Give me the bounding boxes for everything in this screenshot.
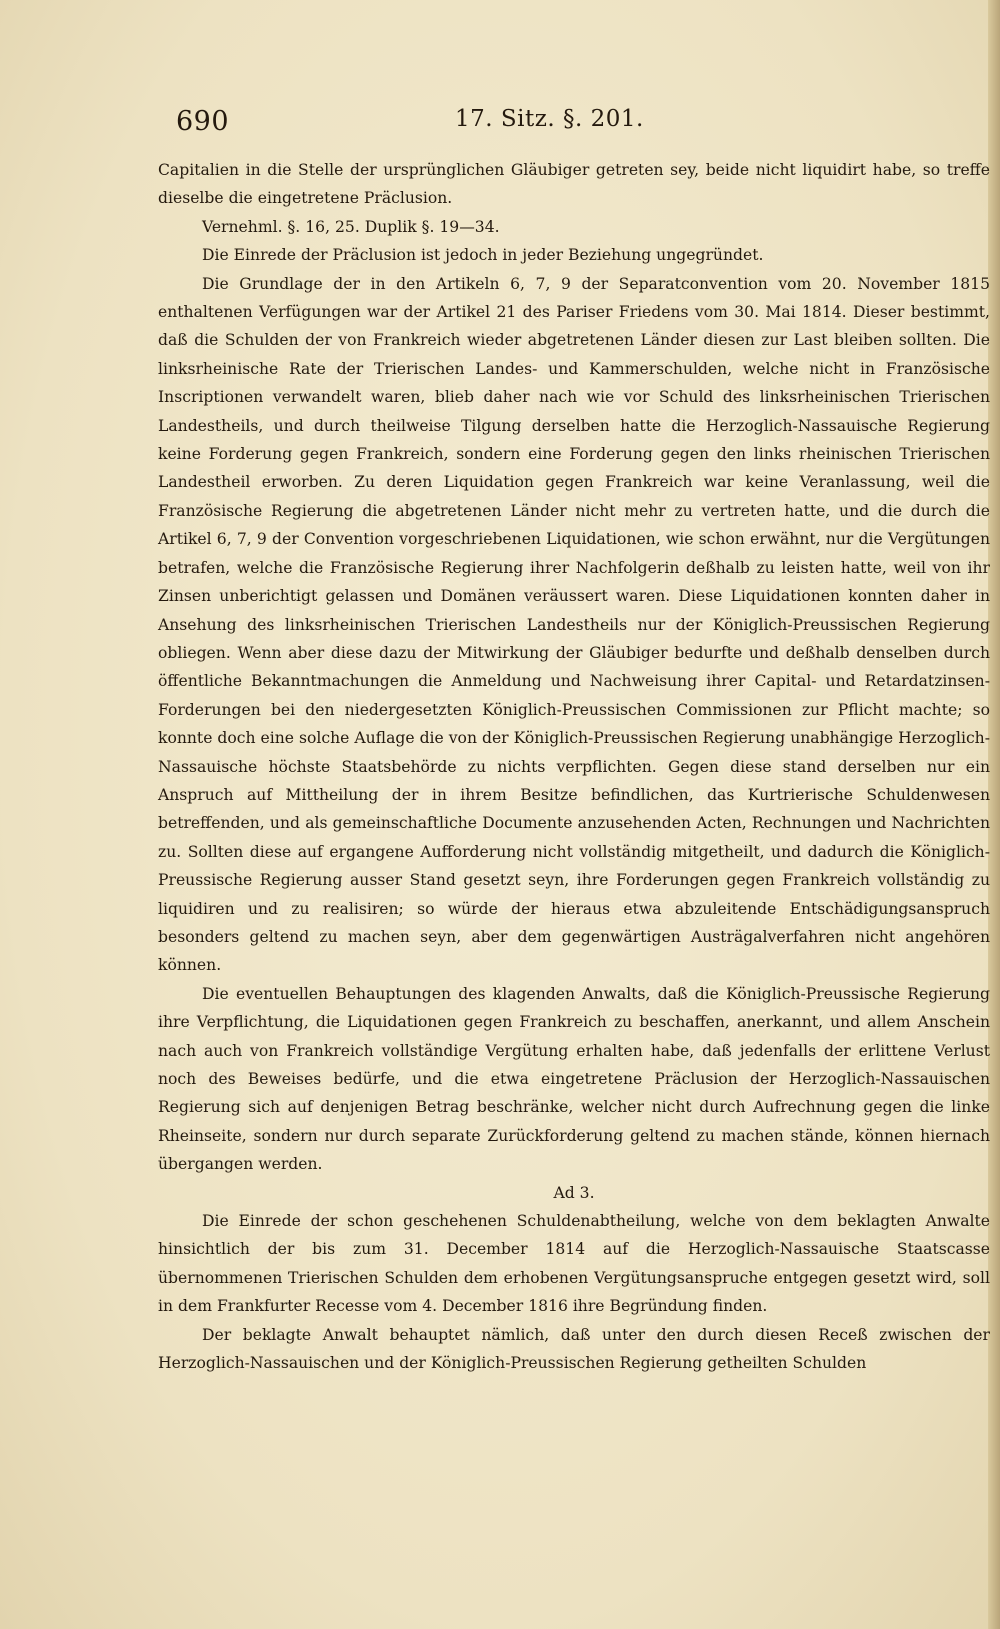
page-header — [158, 102, 848, 142]
paragraph: Die Einrede der Präclusion ist jedoch in jeder Beziehung ungegründet. — [202, 246, 764, 265]
paragraph: Der beklagte Anwalt behauptet nämlich, daß unter den durch diesen Receß zwischen der Herzoglich-Nassauischen und der Königlich-Preussischen Regierung getheilten Schulden — [158, 1325, 990, 1373]
section-heading: Ad 3. — [553, 1183, 595, 1202]
paragraph: Die Einrede der schon geschehenen Schuldenabtheilung, welche von dem beklagten Anwalte hinsichtlich der bis zum 31. December 1814 auf die Herzoglich-Nassauische Staatscasse übernommenen Trierischen Schulden dem erhobenen Vergütungsanspruche entgegen gesetzt wird, soll in dem Frankfurter Recesse vom 4. December 1816 ihre Begründung finden. — [158, 1212, 990, 1316]
page-number: 690 — [176, 106, 230, 137]
running-head: 17. Sitz. §. 201. — [455, 106, 644, 132]
paragraph: Die eventuellen Behauptungen des klagenden Anwalts, daß die Königlich-Preussische Regierung ihre Verpflichtung, die Liquidationen gegen Frankreich zu beschaffen, anerkannt, und allem Anschein nach auch von Frankreich vollständige Vergütung erhalten habe, daß jedenfalls der erlittene Verlust noch des Beweises bedürfe, und die etwa eingetretene Präclusion der Herzoglich-Nassauischen Regierung sich auf denjenigen Betrag beschränke, welcher nicht durch Aufrechnung gegen die linke Rheinseite, sondern nur durch separate Zurückforderung geltend zu machen stände, können hiernach übergangen werden. — [158, 984, 990, 1174]
paragraph: Die Grundlage der in den Artikeln 6, 7, 9 der Separatconvention vom 20. November 1815 enthaltenen Verfügungen war der Artikel 21 des Pariser Friedens vom 30. Mai 1814. Dieser bestimmt, daß die Schulden der von Frankreich wieder abgetretenen Länder diesen zur Last bleiben sollten. Die linksrheinische Rate der Trierischen Landes- und Kammerschulden, welche nicht in Französische Inscriptionen verwandelt waren, blieb daher nach wie vor Schuld des linksrheinischen Trierischen Landestheils, und durch theilweise Tilgung derselben hatte die Herzoglich-Nassauische Regierung keine Forderung gegen Frankreich, sondern eine Forderung gegen den links rheinischen Trierischen Landestheil erworben. Zu deren Liquidation gegen Frankreich war keine Veranlassung, weil die Französische Regierung die abgetretenen Länder nicht mehr zu vertreten hatte, und die durch die Artikel 6, 7, 9 der Convention vorgeschriebenen Liquidationen, wie schon erwähnt, nur die Vergütungen betrafen, welche die Französische Regierung ihrer Nachfolgerin deßhalb zu leisten hatte, weil von ihr Zinsen unberichtigt gelassen und Domänen veräussert waren. Diese Liquidationen konnten daher in Ansehung des linksrheinischen Trierischen Landestheils nur der Königlich-Preussischen Regierung obliegen. Wenn aber diese dazu der Mitwirkung der Gläubiger bedurfte und deßhalb denselben durch öffentliche Bekanntmachungen die Anmeldung und Nachweisung ihrer Capital- und Retardatzinsen-Forderungen bei den niedergesetzten Königlich-Preussischen Commissionen zur Pflicht machte; so konnte doch eine solche Auflage die von der Königlich-Preussischen Regierung unabhängige Herzoglich-Nassauische höchste Staatsbehörde zu nichts verpflichten. Gegen diese stand derselben nur ein Anspruch auf Mittheilung der in ihrem Besitze befindlichen, das Kurtrierische Schuldenwesen betreffenden, und als gemeinschaftliche Documente anzusehenden Acten, Rechnungen und Nachrichten zu. Sollten diese auf ergangene Aufforderung nicht vollständig mitgetheilt, und dadurch die Königlich-Preussische Regierung ausser Stand gesetzt seyn, ihre Forderungen gegen Frankreich vollständig zu liquidiren und zu realisiren; so würde der hieraus etwa abzuleitende Entschädigungsanspruch besonders geltend zu machen seyn, aber dem gegenwärtigen Austrägalverfahren nicht angehören können. — [158, 274, 990, 975]
paragraph: Capitalien in die Stelle der ursprünglichen Gläubiger getreten sey, beide nicht liquidirt habe, so treffe dieselbe die eingetretene Präclusion. — [158, 161, 990, 208]
body-text — [158, 156, 990, 1377]
paragraph: Vernehml. §. 16, 25. Duplik §. 19—34. — [202, 217, 500, 236]
